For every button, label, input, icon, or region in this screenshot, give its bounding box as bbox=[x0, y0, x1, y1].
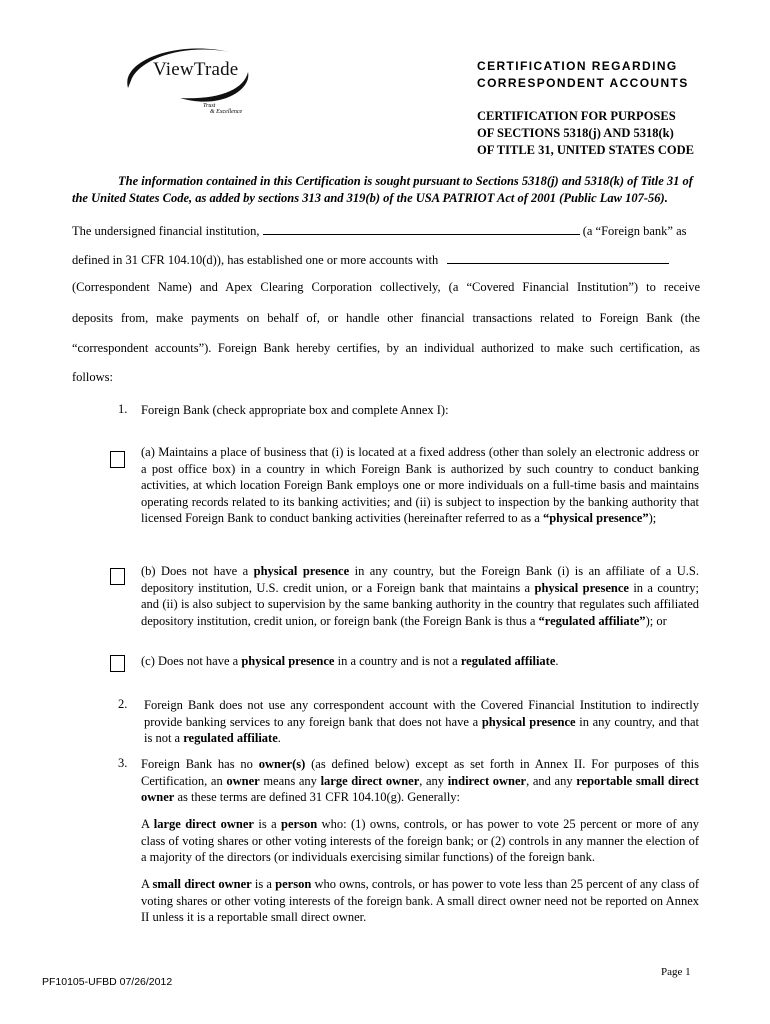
document-subtitle bbox=[477, 108, 694, 159]
item-3-bold-large-direct-owner: large direct owner bbox=[320, 773, 420, 788]
body-line-5: “correspondent accounts”). Foreign Bank hereby certifies, by an individual authorized to make such certification, as bbox=[72, 341, 700, 355]
item-3-text-1: Foreign Bank has no bbox=[141, 757, 259, 771]
option-a-text-1: (a) Maintains a place of business that (i) is located at a fixed address (other than solely an electronic address or a post office box) in a country in which Foreign Bank is authorized by such country to conduct banking activities, at which location Foreign Bank employs one or more individuals on a full-time basis and maintains operating records related to its banking activities; and (ii) is subject to inspection by the banking authority that licensed Foreign Bank to conduct banking activities (hereinafter referred to as a bbox=[141, 445, 699, 525]
item-1-number: 1. bbox=[118, 402, 128, 416]
body-line-2 bbox=[72, 251, 700, 268]
item-2-number: 2. bbox=[118, 697, 128, 711]
large-direct-owner-paragraph bbox=[141, 816, 699, 866]
small-direct-owner-paragraph bbox=[141, 876, 699, 926]
option-c-text-1: (c) Does not have a bbox=[141, 654, 242, 668]
small-bold-2: person bbox=[275, 877, 312, 891]
item-3-text-6: as these terms are defined 31 CFR 104.10(g). Generally: bbox=[174, 790, 461, 804]
title-line-1: CERTIFICATION REGARDING bbox=[477, 59, 678, 73]
option-b-bold-1: physical presence bbox=[253, 564, 350, 578]
item-3-bold-owners: owner(s) bbox=[258, 757, 306, 771]
option-b-text-4: ); or bbox=[645, 613, 667, 628]
form-id: PF10105-UFBD 07/26/2012 bbox=[42, 976, 173, 988]
subtitle-line-2: OF SECTIONS 5318(j) AND 5318(k) bbox=[477, 126, 674, 140]
option-b-text-3: in a country; and (ii) is also subject to supervision by the same banking authority in the country that regulates such affiliated depository institution, credit union, or foreign bank (the Foreign Bank is thus a bbox=[141, 580, 700, 628]
option-a-bold-physical-presence: “physical presence” bbox=[542, 511, 649, 525]
large-text-2: is a bbox=[253, 817, 282, 831]
item-3-text bbox=[141, 756, 699, 806]
item-2-bold-1: physical presence bbox=[481, 714, 576, 729]
logo-tagline-excellence: & Excellence bbox=[210, 109, 243, 115]
checkbox-option-c[interactable] bbox=[110, 655, 125, 672]
small-text-1: A bbox=[141, 877, 153, 891]
page-number: Page 1 bbox=[661, 966, 691, 978]
item-2-text-2: in any country, and that is not a bbox=[144, 714, 700, 745]
option-b-bold-2: physical presence bbox=[534, 580, 629, 595]
body-line-3: (Correspondent Name) and Apex Clearing Corporation collectively, (a “Covered Financial Institution”) to receive bbox=[72, 280, 700, 294]
large-bold-1: large direct owner bbox=[153, 817, 254, 831]
body-line-2-pre: defined in 31 CFR 104.10(d)), has established one or more accounts with bbox=[72, 253, 439, 267]
logo-tagline-trust: Trust bbox=[203, 103, 216, 109]
option-b-text-2: in any country, but the Foreign Bank (i) is an affiliate of a U.S. depository institution, U.S. credit union, or a Foreign bank that maintains a bbox=[141, 564, 699, 595]
option-b-text-1: (b) Does not have a bbox=[141, 564, 254, 578]
body-line-6: follows: bbox=[72, 370, 113, 384]
large-bold-2: person bbox=[281, 817, 318, 831]
item-3-text-3: means any bbox=[259, 773, 321, 788]
item-2-text bbox=[144, 697, 699, 747]
intro-paragraph: The information contained in this Certification is sought pursuant to Sections 5318(j) and 5318(k) of Title 31 of the United States Code, as added by sections 313 and 319(b) of the USA PATRIOT Act of 2001 (Public Law 107-56). bbox=[72, 174, 693, 205]
option-b-bold-3: “regulated affiliate” bbox=[538, 613, 646, 628]
item-3-bold-reportable-small-direct-owner: reportable small direct owner bbox=[141, 773, 699, 804]
option-c-text-3: . bbox=[555, 654, 559, 668]
item-2-bold-2: regulated affiliate bbox=[183, 731, 278, 745]
body-line-1 bbox=[72, 222, 700, 239]
correspondent-name-field[interactable] bbox=[447, 251, 669, 264]
option-c-bold-2: regulated affiliate bbox=[460, 654, 556, 668]
subtitle-line-1: CERTIFICATION FOR PURPOSES bbox=[477, 109, 676, 123]
large-text-3: who: (1) owns, controls, or has power to vote 25 percent or more of any class of voting shares or other voting interests of the foreign bank; or (2) controls in any manner the election of a majority of the directors (or individuals exercising similar functions) of the foreign bank. bbox=[141, 817, 699, 864]
option-b-text bbox=[141, 563, 699, 629]
item-3-bold-owner: owner bbox=[226, 773, 260, 788]
item-3-text-5: , and any bbox=[526, 773, 577, 788]
item-2-text-3: . bbox=[277, 731, 281, 745]
item-1-text: Foreign Bank (check appropriate box and complete Annex I): bbox=[141, 403, 449, 417]
option-a-text-2: ); bbox=[648, 511, 657, 525]
title-line-2: CORRESPONDENT ACCOUNTS bbox=[477, 76, 689, 90]
small-text-2: is a bbox=[251, 877, 276, 891]
item-3-text-2: (as defined below) except as set forth in Annex II. For purposes of this Certification, an bbox=[141, 757, 699, 788]
option-a-text bbox=[141, 444, 699, 527]
document-title bbox=[477, 58, 689, 92]
logo-wordmark: ViewTrade bbox=[153, 59, 239, 80]
large-text-1: A bbox=[141, 817, 154, 831]
item-3-text-4: , any bbox=[419, 773, 448, 788]
foreign-bank-name-field[interactable] bbox=[263, 222, 580, 235]
body-line-1-post: (a “Foreign bank” as bbox=[582, 224, 687, 238]
item-3-number: 3. bbox=[118, 756, 128, 770]
subtitle-line-3: OF TITLE 31, UNITED STATES CODE bbox=[477, 143, 694, 157]
item-3-bold-indirect-owner: indirect owner bbox=[447, 773, 527, 788]
checkbox-option-b[interactable] bbox=[110, 568, 125, 585]
item-2-text-1: Foreign Bank does not use any correspondent account with the Covered Financial Institution to indirectly provide banking services to any foreign bank that does not have a bbox=[144, 698, 699, 729]
body-line-4: deposits from, make payments on behalf of, or handle other financial transactions related to Foreign Bank (the bbox=[72, 311, 700, 325]
option-c-text bbox=[141, 653, 699, 670]
option-c-text-2: in a country and is not a bbox=[334, 654, 461, 668]
small-bold-1: small direct owner bbox=[152, 877, 252, 891]
option-c-bold-1: physical presence bbox=[241, 654, 335, 668]
checkbox-option-a[interactable] bbox=[110, 451, 125, 468]
body-line-1-pre: The undersigned financial institution, bbox=[72, 224, 260, 238]
small-text-3: who owns, controls, or has power to vote less than 25 percent of any class of voting shares or other voting interests of the foreign bank. A small direct owner need not be reported on Annex II unless it is a reportable small direct owner. bbox=[141, 877, 700, 924]
